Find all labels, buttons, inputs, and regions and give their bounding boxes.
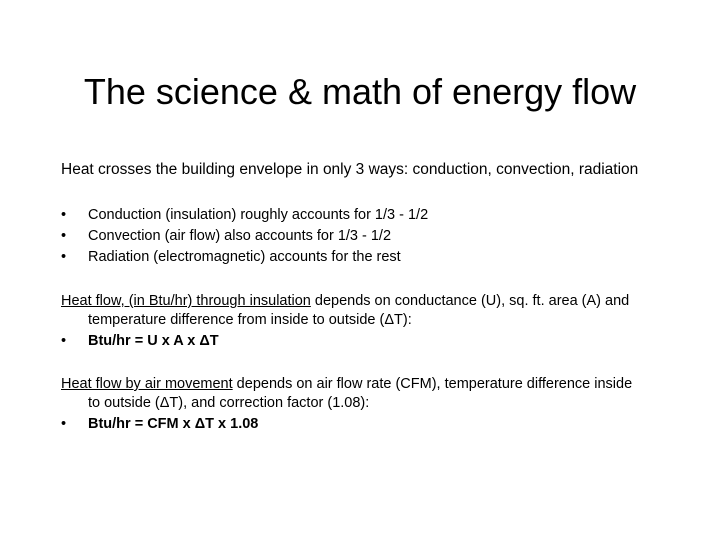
list-item-convection xyxy=(61,226,428,247)
bullet-marker: • xyxy=(61,207,67,223)
air-line-1 xyxy=(61,375,632,394)
bullet-marker: • xyxy=(61,228,67,244)
insulation-text: depends on conductance (U), sq. ft. area (A) and xyxy=(310,293,630,309)
insulation-line-1 xyxy=(61,292,629,311)
list-item-text: Radiation (electromagnetic) accounts for the rest xyxy=(88,249,401,265)
bullet-marker: • xyxy=(61,416,67,432)
list-item-text: Convection (air flow) also accounts for 1/3 - 1/2 xyxy=(88,228,392,244)
air-paragraph xyxy=(61,375,632,413)
list-item-text: Conduction (insulation) roughly accounts for 1/3 - 1/2 xyxy=(88,207,429,223)
intro-text: Heat crosses the building envelope in only 3 ways: conduction, convection, radiation xyxy=(61,161,639,178)
heat-transfer-list xyxy=(61,205,428,268)
bullet-marker: • xyxy=(61,333,67,349)
slide-title: The science & math of energy flow xyxy=(83,71,637,112)
list-item-radiation xyxy=(61,247,428,268)
air-line-2: to outside (ΔT), and correction factor (1.08): xyxy=(88,395,370,411)
bullet-marker: • xyxy=(61,249,67,265)
air-formula-text: Btu/hr = CFM x ΔT x 1.08 xyxy=(88,416,259,432)
insulation-heading: Heat flow, (in Btu/hr) through insulation xyxy=(61,293,311,309)
insulation-line-2: temperature difference from inside to outside (ΔT): xyxy=(88,312,412,328)
list-item-conduction xyxy=(61,205,428,226)
air-text: depends on air flow rate (CFM), temperature difference inside xyxy=(232,376,633,392)
insulation-formula-text: Btu/hr = U x A x ΔT xyxy=(88,333,219,349)
air-formula xyxy=(61,414,258,434)
air-heading: Heat flow by air movement xyxy=(61,376,233,392)
insulation-paragraph xyxy=(61,292,629,330)
insulation-formula xyxy=(61,331,219,351)
